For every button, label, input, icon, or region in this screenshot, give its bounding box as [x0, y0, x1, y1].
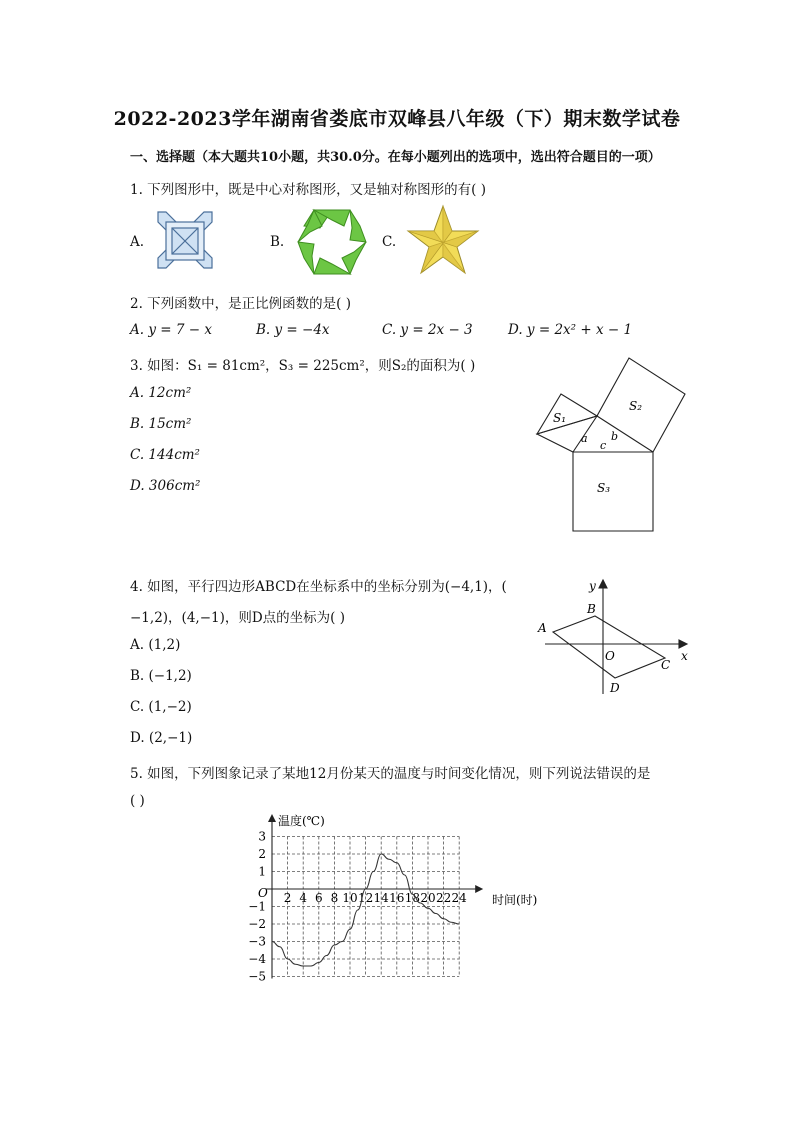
chart-origin-label: O: [258, 886, 268, 900]
label-s1: S₁: [553, 411, 567, 425]
q3-option-d: D. 306cm²: [130, 478, 201, 494]
y-tick-label: −5: [248, 969, 266, 984]
q1-label-b: B.: [270, 234, 285, 250]
label-point-a: A: [538, 621, 547, 635]
label-point-c: C: [661, 658, 671, 672]
chart-ylabel: 温度(℃): [278, 814, 325, 828]
page-title: 2022-2023学年湖南省娄底市双峰县八年级（下）期末数学试卷: [113, 108, 681, 130]
q3-option-c: C. 144cm²: [130, 447, 200, 463]
label-point-d: D: [610, 681, 620, 695]
x-axis-arrow: [475, 885, 483, 893]
q2-option-c: C. y = 2x − 3: [382, 322, 473, 338]
label-a: a: [581, 432, 588, 445]
q1-label-a: A.: [130, 234, 145, 250]
x-tick-label: 16: [389, 891, 405, 905]
q1-stem: 1. 下列图形中，既是中心对称图形，又是轴对称图形的有( ): [130, 182, 486, 198]
q1-figure-b: [294, 206, 370, 278]
q4-stem-line2: −1,2)，(4,−1)，则D点的坐标为( ): [130, 610, 346, 626]
q3-option-a: A. 12cm²: [130, 385, 192, 401]
q2-stem: 2. 下列函数中，是正比例函数的是( ): [130, 296, 351, 312]
q3-stem: 3. 如图：S₁ = 81cm²，S₃ = 225cm²，则S₂的面积为( ): [130, 358, 476, 374]
y-tick-label: −2: [248, 917, 266, 931]
x-tick-label: 20: [420, 891, 436, 905]
chart-grid: [272, 837, 459, 977]
x-tick-label: 12: [357, 891, 374, 905]
y-axis-arrow: [268, 814, 276, 822]
x-tick-label: 10: [342, 891, 358, 905]
x-tick-label: 14: [373, 891, 389, 905]
y-tick-label: −1: [248, 899, 266, 914]
square-s1: [537, 394, 597, 434]
y-tick-label: −3: [248, 934, 266, 949]
label-point-b: B: [587, 602, 596, 616]
y-tick-label: 1: [258, 864, 266, 879]
q2-option-b: B. y = −4x: [256, 322, 330, 338]
q5-stem-line1: 5. 如图，下列图象记录了某地12月份某天的温度与时间变化情况，则下列说法错误的是: [130, 766, 651, 782]
q4-option-a: A. (1,2): [130, 637, 181, 653]
x-tick-label: 8: [330, 891, 339, 905]
q4-stem-line1: 4. 如图，平行四边形ABCD在坐标系中的坐标分别为(−4,1)，(: [130, 579, 507, 595]
y-tick-label: −4: [248, 952, 266, 966]
q3-option-b: B. 15cm²: [130, 416, 192, 432]
section-heading: 一、选择题（本大题共10小题，共30.0分。在每小题列出的选项中，选出符合题目的一项）: [130, 150, 661, 165]
q4-option-c: C. (1,−2): [130, 699, 192, 715]
x-tick-label: 6: [314, 891, 323, 905]
label-c: c: [600, 439, 607, 452]
square-s3: [573, 452, 653, 531]
q2-option-a: A. y = 7 − x: [130, 322, 212, 338]
label-y: y: [589, 579, 596, 593]
label-origin: O: [605, 649, 615, 663]
x-tick-label: 18: [404, 891, 421, 905]
x-tick-label: 24: [451, 891, 467, 905]
q4-figure: [535, 574, 695, 704]
q1-figure-c: [406, 204, 480, 276]
y-tick-label: 2: [258, 847, 266, 861]
q3-figure: [525, 354, 695, 536]
q4-option-d: D. (2,−1): [130, 730, 193, 746]
label-s2: S₂: [629, 399, 643, 413]
x-tick-label: 22: [435, 891, 452, 905]
y-tick-label: 3: [258, 829, 266, 844]
chart-xlabel: 时间(时): [492, 893, 538, 907]
q5-stem-line2: ( ): [130, 793, 145, 809]
q1-label-c: C.: [382, 234, 397, 250]
q2-option-d: D. y = 2x² + x − 1: [508, 322, 633, 338]
label-b: b: [611, 430, 619, 443]
label-s3: S₃: [597, 481, 611, 495]
parallelogram-abcd: [553, 616, 665, 678]
x-tick-label: 2: [283, 891, 292, 905]
q4-option-b: B. (−1,2): [130, 668, 192, 684]
label-x: x: [681, 649, 688, 663]
x-tick-label: 4: [299, 891, 308, 905]
q1-figure-a: [150, 210, 220, 276]
temperature-chart: [238, 812, 558, 992]
